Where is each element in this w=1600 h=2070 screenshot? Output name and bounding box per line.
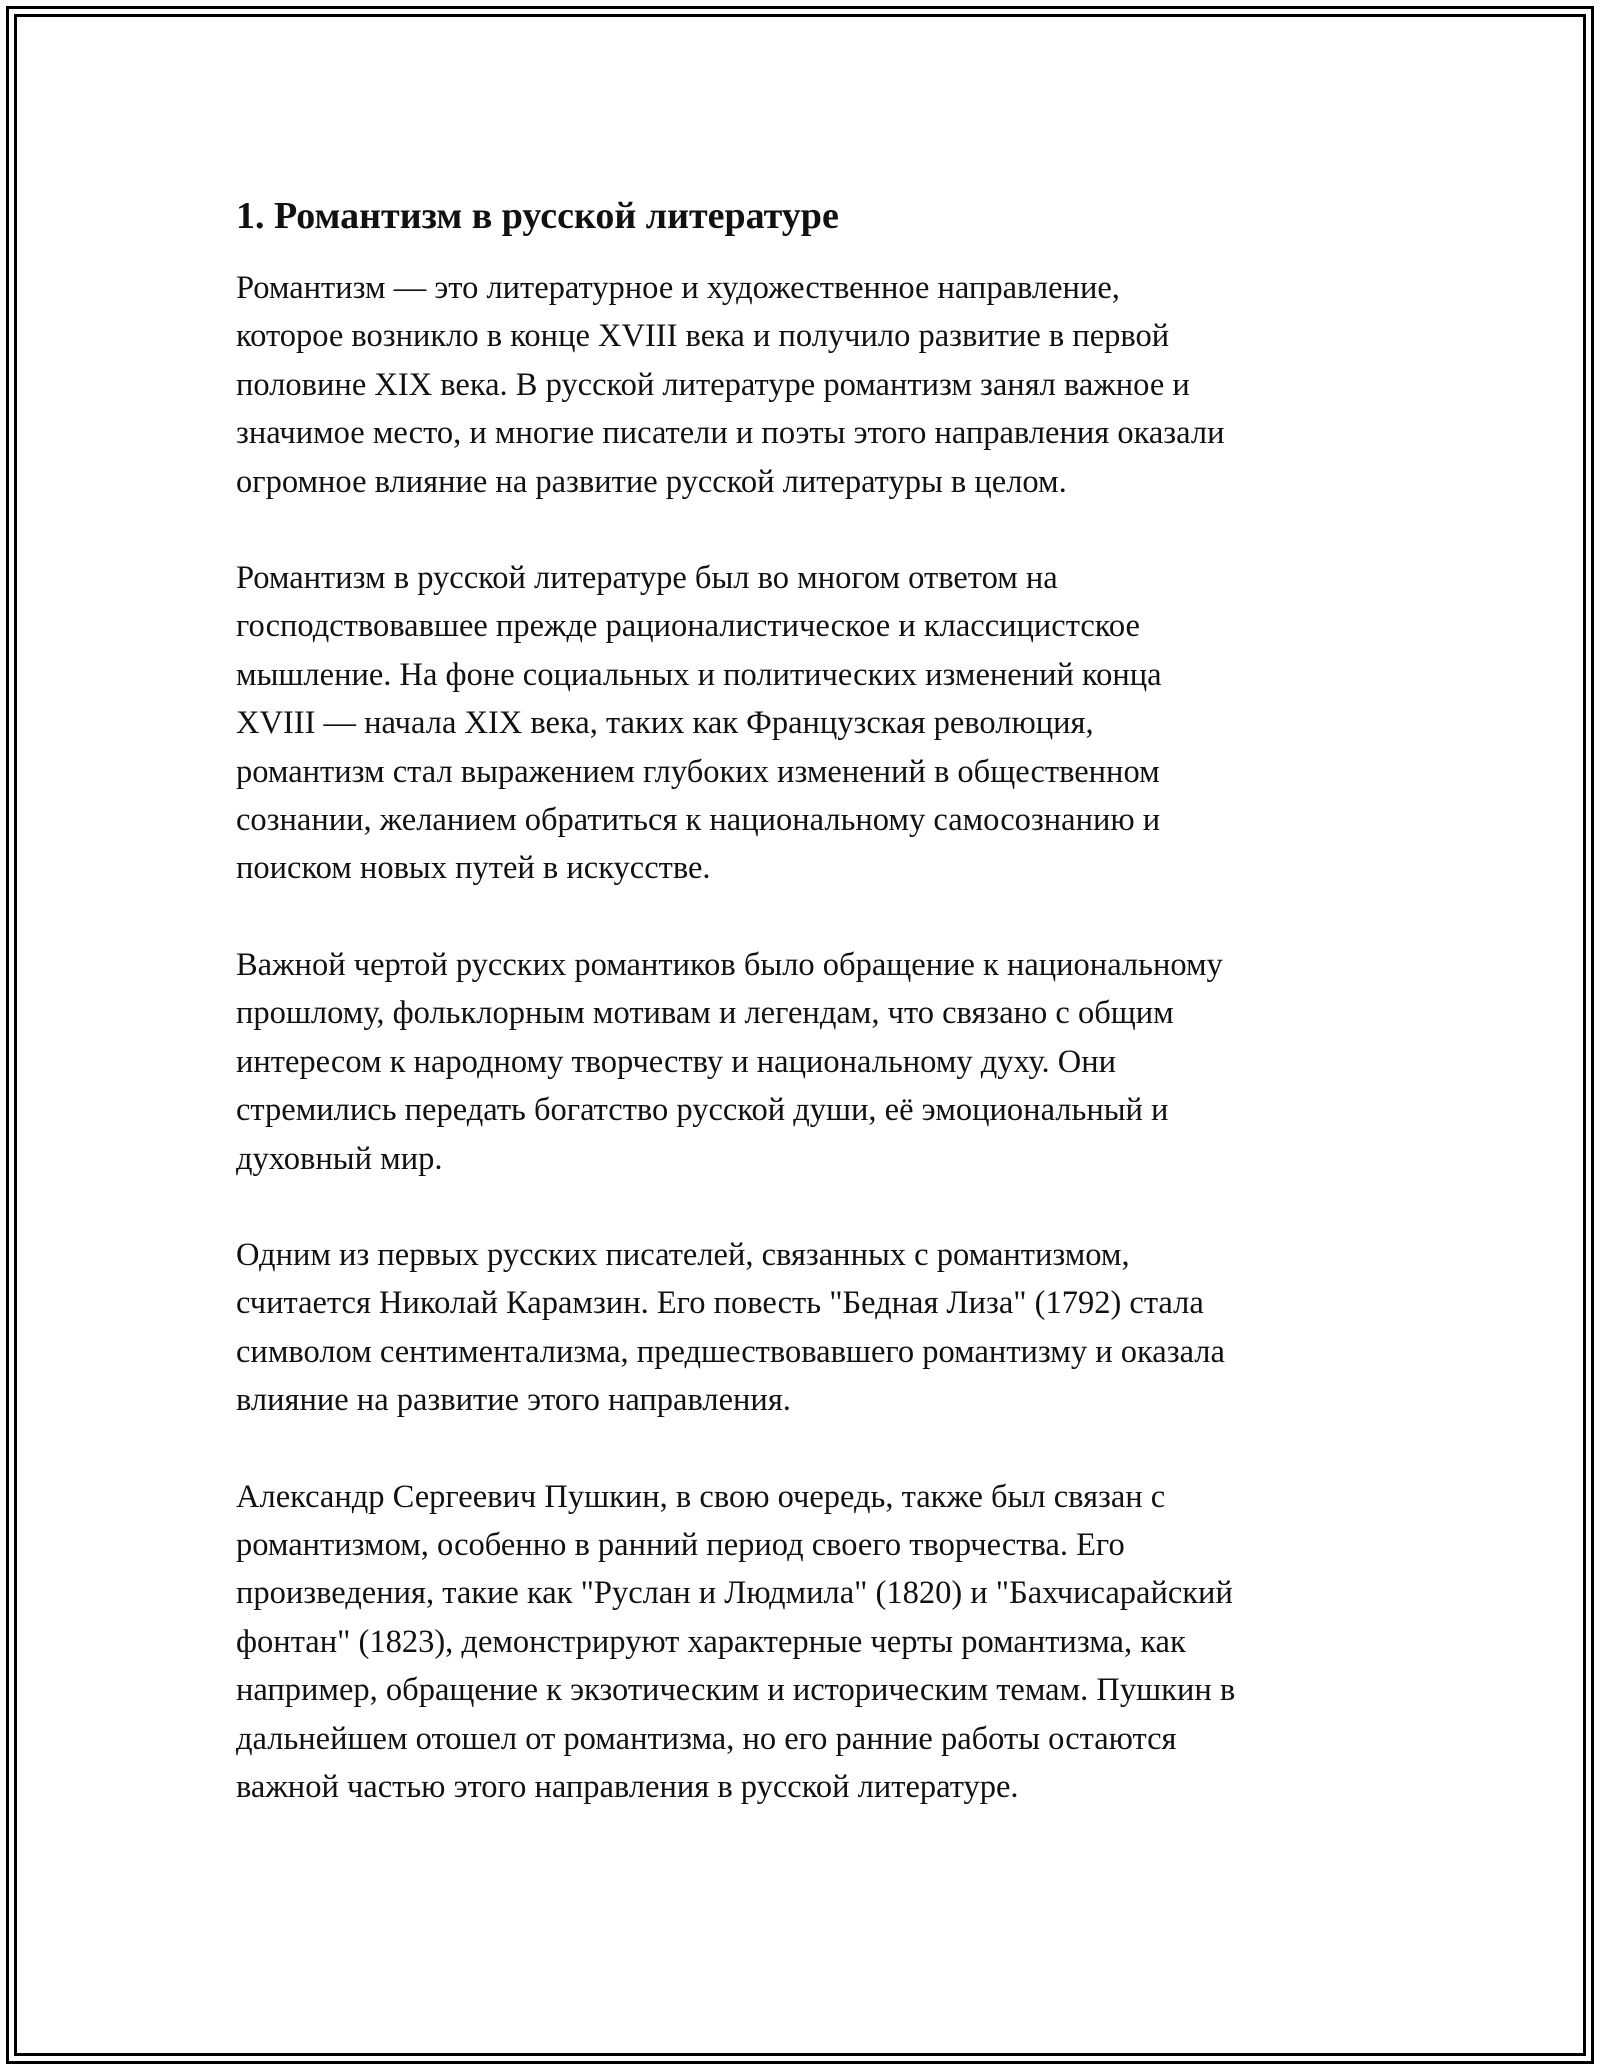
text-line: поиском новых путей в искусстве. (236, 850, 711, 887)
text-line: романтизм стал выражением глубоких изменений в общественном (236, 753, 1160, 790)
text-line: Романтизм — это литературное и художественное направление, (236, 270, 1120, 306)
text-line: считается Николай Карамзин. Его повесть "Бедная Лиза" (1792) стала (236, 1285, 1204, 1322)
text-line: Романтизм в русской литературе был во многом ответом на (236, 560, 1058, 597)
text-line: духовный мир. (236, 1140, 443, 1177)
paragraph-karamzin (236, 1231, 1386, 1425)
document-body (236, 190, 1386, 1859)
text-line: прошлому, фольклорным мотивам и легендам, что связано с общим (236, 995, 1174, 1032)
text-line: значимое место, и многие писатели и поэты этого направления оказали (236, 415, 1225, 452)
text-line: фонтан" (1823), демонстрируют характерные черты романтизма, как (236, 1623, 1186, 1660)
text-line: огромное влияние на развитие русской литературы в целом. (236, 463, 1067, 500)
text-line: важной частью этого направления в русской литературе. (236, 1768, 1019, 1805)
text-line: стремились передать богатство русской души, её эмоциональный и (236, 1092, 1169, 1129)
section-heading: 1. Романтизм в русской литературе (236, 195, 839, 237)
text-line: дальнейшем отошел от романтизма, но его ранние работы остаются (236, 1720, 1177, 1757)
paragraph-pushkin (236, 1473, 1386, 1812)
text-line: символом сентиментализма, предшествовавшего романтизму и оказала (236, 1333, 1225, 1370)
text-line: например, обращение к экзотическим и историческим темам. Пушкин в (236, 1672, 1236, 1709)
paragraph-features (236, 941, 1386, 1183)
text-line: Важной чертой русских романтиков было обращение к национальному (236, 946, 1223, 983)
text-line: романтизмом, особенно в ранний период своего творчества. Его (236, 1526, 1125, 1563)
text-line: Александр Сергеевич Пушкин, в свою очередь, также был связан с (236, 1478, 1166, 1515)
text-line: XVIII — начала XIX века, таких как Французская революция, (236, 705, 1094, 742)
text-line: интересом к народному творчеству и национальному духу. Они (236, 1043, 1117, 1080)
text-line: Одним из первых русских писателей, связанных с романтизмом, (236, 1236, 1130, 1273)
text-line: господствовавшее прежде рационалистическое и классицистское (236, 608, 1140, 645)
text-line: влияние на развитие этого направления. (236, 1382, 791, 1419)
paragraph-intro (236, 264, 1386, 506)
text-line: сознании, желанием обратиться к национальному самосознанию и (236, 802, 1161, 839)
paragraph-context (236, 554, 1386, 893)
text-line: которое возникло в конце XVIII века и получило развитие в первой (236, 318, 1170, 355)
text-line: мышление. На фоне социальных и политических изменений конца (236, 656, 1162, 693)
text-line: произведения, такие как "Руслан и Людмила" (1820) и "Бахчисарайский (236, 1575, 1233, 1612)
text-line: половине XIX века. В русской литературе романтизм занял важное и (236, 366, 1190, 403)
